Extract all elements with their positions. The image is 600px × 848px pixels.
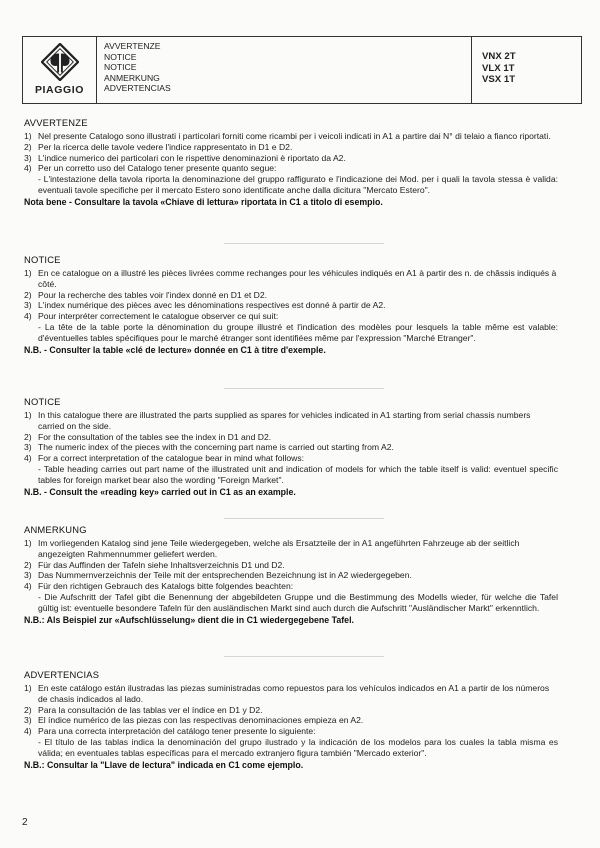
section-note: Nota bene - Consultare la tavola «Chiave di lettura» riportata in C1 a titolo di esempio. (24, 196, 383, 207)
list-item (24, 442, 558, 453)
list-item (24, 410, 558, 432)
section-advertencias (24, 669, 558, 771)
section-title: NOTICE (24, 254, 61, 265)
item-text: For the consultation of the tables see the index in D1 and D2. (38, 431, 272, 442)
model-code: VSX 1T (482, 74, 516, 85)
item-text: Per la ricerca delle tavole vedere l'indice rappresentato in D1 e D2. (38, 141, 293, 152)
brand-name: PIAGGIO (34, 84, 85, 96)
item-text: El índice numérico de las piezas con las respectivas denominaciones empieza en A2. (38, 715, 364, 726)
header-title: ADVERTENCIAS (104, 83, 171, 94)
item-number: 3) (24, 300, 32, 311)
header-box (22, 36, 582, 104)
section-divider (224, 388, 384, 389)
list-item (24, 153, 558, 164)
item-number: 2) (24, 431, 32, 442)
section-title: AVVERTENZE (24, 117, 88, 128)
list-item (24, 311, 558, 343)
section-notice-en (24, 396, 558, 498)
item-number: 1) (24, 410, 32, 420)
section-note: N.B. - Consult the «reading key» carried out in C1 as an example. (24, 486, 296, 497)
item-text: Para una correcta interpretación del catálogo tener presente lo siguiente: (38, 726, 316, 737)
section-note: N.B.: Consultar la "Llave de lectura" indicada en C1 come ejemplo. (24, 759, 304, 770)
list-item (24, 581, 558, 613)
item-text: L'index numérique des pièces avec les dénominations respectives est donné à partir de A2. (38, 300, 386, 311)
item-number: 1) (24, 131, 32, 141)
item-number: 1) (24, 538, 32, 548)
header-title: ANMERKUNG (104, 72, 160, 83)
list-item (24, 268, 558, 290)
item-text: Pour la recherche des tables voir l'index donné en D1 et D2. (38, 289, 268, 300)
item-text: Para la consultación de las tablas ver el índice en D1 y D2. (38, 704, 263, 715)
item-text: The numeric index of the pieces with the concerning part name is carried out starting from A2. (38, 442, 394, 453)
section-title: ANMERKUNG (24, 524, 87, 535)
item-text: Nel presente Catalogo sono illustrati i particolari forniti come ricambi per i veicoli indicati in A1 a partire dai N° di telaio a fianco riportati. (38, 131, 551, 141)
item-number: 4) (24, 453, 32, 464)
model-code: VLX 1T (482, 62, 515, 74)
item-number: 3) (24, 715, 32, 726)
item-list (24, 683, 558, 759)
section-divider (224, 518, 384, 519)
header-title: AVVERTENZE (104, 41, 161, 51)
item-number: 4) (24, 726, 32, 737)
page-number: 2 (22, 817, 28, 828)
logo-cell (23, 37, 97, 103)
section-avvertenze (24, 117, 558, 208)
item-number: 4) (24, 163, 32, 174)
header-title: NOTICE (104, 51, 137, 62)
list-item (24, 290, 558, 301)
item-list (24, 538, 558, 614)
section-title: NOTICE (24, 396, 61, 407)
list-item (24, 453, 558, 485)
header-title: NOTICE (104, 62, 137, 73)
item-number: 4) (24, 311, 32, 322)
list-item (24, 142, 558, 153)
model-code: VNX 2T (482, 51, 516, 62)
item-text: Pour interpréter correctement le catalogue observer ce qui suit: (38, 311, 279, 322)
section-title: ADVERTENCIAS (24, 669, 100, 680)
item-number: 1) (24, 268, 32, 278)
item-number: 2) (24, 559, 32, 570)
list-item (24, 163, 558, 195)
list-item (24, 432, 558, 443)
item-text: In this catalogue there are illustrated the parts supplied as spares for vehicles indicated in A1 starting from serial chassis numbers carried on the side. (38, 410, 531, 431)
list-item (24, 560, 558, 571)
item-number: 2) (24, 141, 32, 152)
section-note: N.B.: Als Beispiel zur «Aufschlüsselung» dient die in C1 wiedergegebene Tafel. (24, 614, 354, 625)
piaggio-logo-icon (41, 43, 79, 81)
list-item (24, 538, 558, 560)
item-text: Im vorliegenden Katalog sind jene Teile wiedergegeben, welche als Ersatzteile der in A1 angeführten Fahrzeuge ab der seitlich angezeigten Rahmennummer geliefert werden. (38, 538, 520, 559)
list-item (24, 300, 558, 311)
header-models (471, 37, 581, 103)
list-item (24, 131, 558, 142)
section-anmerkung (24, 524, 558, 626)
item-number: 3) (24, 442, 32, 453)
section-divider (224, 243, 384, 244)
item-text: For a correct interpretation of the catalogue bear in mind what follows: (38, 453, 305, 464)
item-text: En ce catalogue on a illustré les pièces livrées comme rechanges pour les véhicules indiqués en A1 à partir des n. de châssis indiqués à côté. (38, 268, 557, 289)
section-divider (224, 656, 384, 657)
item-number: 1) (24, 683, 32, 693)
item-number: 3) (24, 152, 32, 163)
list-item (24, 570, 558, 581)
item-text: Für den richtigen Gebrauch des Katalogs bitte folgendes beachten: (38, 581, 294, 592)
item-list (24, 131, 558, 196)
item-list (24, 268, 558, 344)
item-text: Per un corretto uso del Catalogo tener presente quanto segue: (38, 163, 277, 174)
item-subtext: - La tête de la table porte la dénomination du groupe illustré et l'indication des modèles pour lesquels la table même est valable: d'éventuelles tables spécifiques pour le marché étranger sont identifiées même par l'expression "Marché Etranger". (38, 321, 558, 343)
list-item (24, 726, 558, 758)
item-number: 2) (24, 704, 32, 715)
item-text: Das Nummernverzeichnis der Teile mit der entsprechenden Bezeichnung ist in A2 wiedergegeben. (38, 570, 412, 581)
item-subtext: - Die Aufschritt der Tafel gibt die Benennung der abgebildeten Gruppe und die Bestimmung des Modells wieder, für welche die Tafel gültig ist: eventuelle besondere Tafeln für den ausländischen Markt sind auch durch die Aufschritt "Ausländischer Markt" erkenntlich. (38, 591, 558, 613)
item-number: 2) (24, 289, 32, 300)
list-item (24, 705, 558, 716)
item-number: 4) (24, 581, 32, 592)
header-titles (97, 37, 471, 103)
item-text: En este catálogo están ilustradas las piezas suministradas como repuestos para los vehículos indicados en A1 a partir de los números de chasis indicados al lado. (38, 683, 550, 704)
section-note: N.B. - Consulter la table «clé de lecture» donnée en C1 à titre d'exemple. (24, 344, 326, 355)
item-text: L'indice numerico dei particolari con le rispettive denominazioni è riportato da A2. (38, 152, 346, 163)
section-notice-fr (24, 254, 558, 356)
item-subtext: - L'intestazione della tavola riporta la denominazione del gruppo raffigurato e l'indicazione dei Mod. per i quali la tavola stessa è valida: eventuali tavole specifiche per il mercato Estero sono identificate anche dalla dicitura "Mercato Estero". (38, 174, 558, 195)
list-item (24, 715, 558, 726)
item-list (24, 410, 558, 486)
item-text: Für das Auffinden der Tafeln siehe Inhaltsverzeichnis D1 und D2. (38, 559, 285, 570)
item-subtext: - Table heading carries out part name of the illustrated unit and indication of models for which the table itself is valid: eventuel specific tables for foreign market bear also the wording "Foreign Market". (38, 463, 558, 485)
item-subtext: - El título de las tablas indica la denominación del grupo ilustrado y la indicación de los modelos para los cuales la tabla misma es válida; en eventuales tablas específicas para el mercado extranjero figura también "Mercado exterior". (38, 736, 558, 758)
list-item (24, 683, 558, 705)
item-number: 3) (24, 570, 32, 581)
